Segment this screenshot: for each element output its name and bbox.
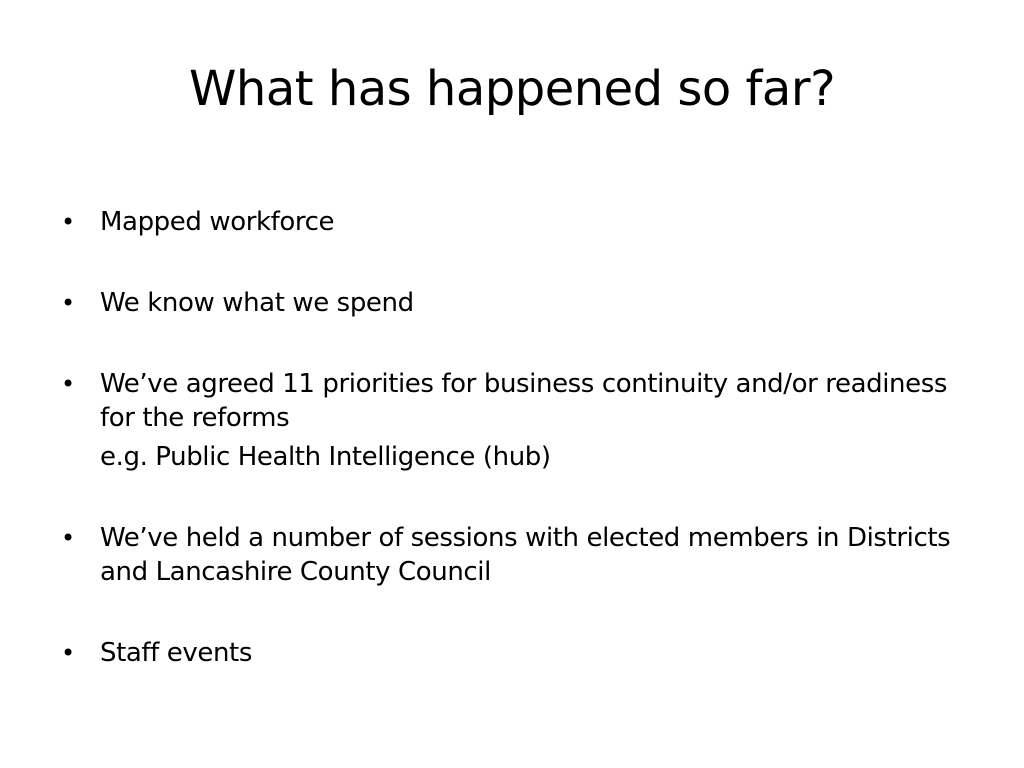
bullet-item xyxy=(61,205,960,239)
bullet-icon: • xyxy=(61,370,75,398)
bullet-icon: • xyxy=(61,208,75,236)
bullet-icon: • xyxy=(61,639,75,667)
bullet-subtext: e.g. Public Health Intelligence (hub) xyxy=(100,442,551,472)
bullet-text: We’ve held a number of sessions with elected members in Districts and Lancashire County Council xyxy=(100,523,951,587)
bullet-text: We’ve agreed 11 priorities for business continuity and/or readiness for the reforms xyxy=(100,369,948,433)
bullet-text: Mapped workforce xyxy=(100,207,335,237)
bullet-text: We know what we spend xyxy=(100,288,414,318)
bullet-list xyxy=(61,205,960,717)
bullet-text: Staff events xyxy=(100,638,252,668)
bullet-icon: • xyxy=(61,289,75,317)
bullet-item xyxy=(61,367,960,474)
bullet-item xyxy=(61,286,960,320)
bullet-icon: • xyxy=(61,524,75,552)
bullet-item xyxy=(61,521,960,589)
bullet-item xyxy=(61,636,960,670)
slide-title: What has happened so far? xyxy=(188,61,836,117)
